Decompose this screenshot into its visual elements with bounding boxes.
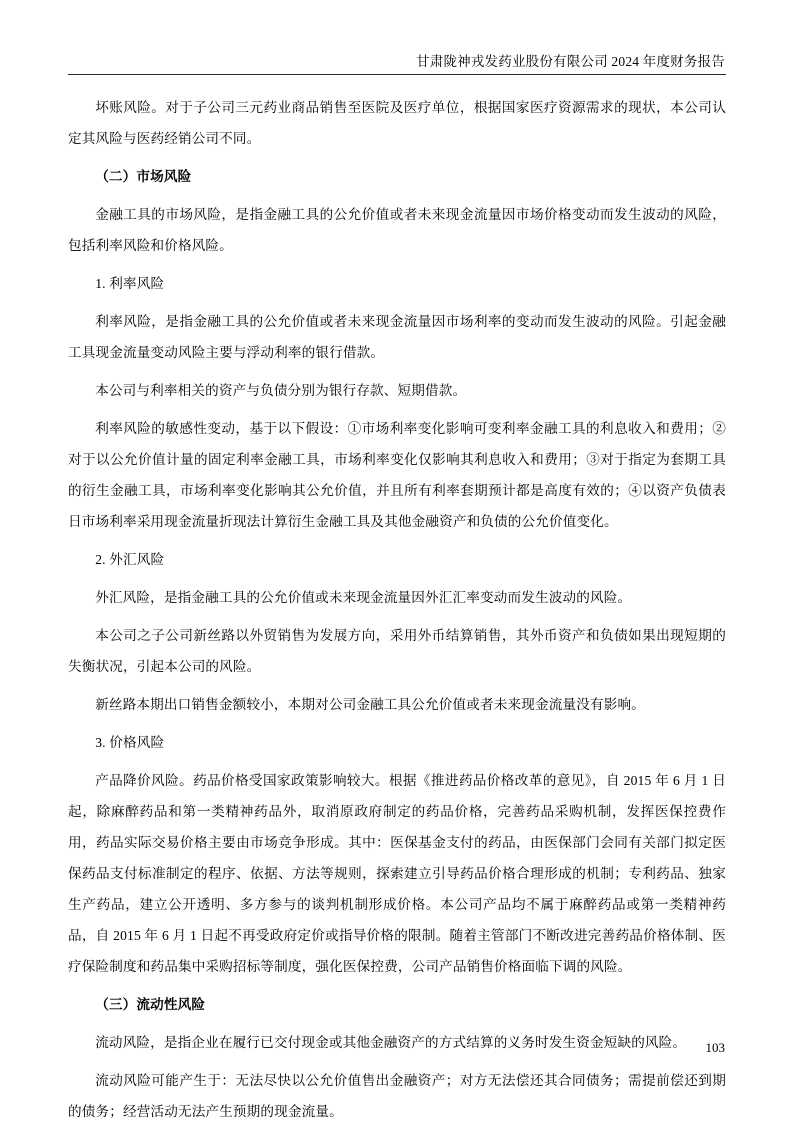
- spacer: [68, 192, 726, 199]
- spacer: [68, 299, 726, 306]
- spacer: [68, 368, 726, 375]
- subsection-heading: 1. 利率风险: [95, 276, 165, 291]
- subsection-heading: 2. 外汇风险: [95, 552, 165, 567]
- spacer: [68, 1020, 726, 1027]
- spacer: [68, 682, 726, 689]
- spacer: [68, 1058, 726, 1065]
- paragraph: 产品降价风险。药品价格受国家政策影响较大。根据《推进药品价格改革的意见》，自 2015 年 6 月 1 日起，除麻醉药品和第一类精神药品外，取消原政府制定的药品价格，完善药品采购机制，发挥医保控费作用，药品实际交易价格主要由市场竞争形成。其中：医保基金支付的药品，由医保部门会同有关部门拟定医保药品支付标准制定的程序、依据、方法等规则，探索建立引导药品价格合理形成的机制；专利药品、独家生产药品，建立公开透明、多方参与的谈判机制形成价格。本公司产品均不属于麻醉药品或第一类精神药品，自 2015 年 6 月 1 日起不再受政府定价或指导价格的限制。随着主管部门不断改进完善药品价格体制、医疗保险制度和药品集中采购招标等制度，强化医保控费，公司产品销售价格面临下调的风险。: [68, 773, 726, 974]
- section-heading: （二）市场风险: [95, 169, 192, 184]
- spacer: [68, 982, 726, 989]
- page-number: 103: [705, 1040, 725, 1055]
- paragraph: 外汇风险，是指金融工具的公允价值或未来现金流量因外汇汇率变动而发生波动的风险。: [95, 590, 632, 605]
- header-divider: [68, 74, 726, 75]
- spacer: [68, 537, 726, 544]
- paragraph: 流动风险，是指企业在履行已交付现金或其他金融资产的方式结算的义务时发生资金短缺的风险。: [95, 1035, 687, 1050]
- paragraph: 本公司之子公司新丝路以外贸销售为发展方向，采用外币结算销售，其外币资产和负债如果出现短期的失衡状况，引起本公司的风险。: [68, 628, 726, 674]
- spacer: [68, 261, 726, 268]
- spacer: [68, 613, 726, 620]
- paragraph: 本公司与利率相关的资产与负债分别为银行存款、短期借款。: [95, 383, 467, 398]
- header-title: 甘肃陇神戎发药业股份有限公司 2024 年度财务报告: [416, 54, 725, 69]
- document-body: [68, 92, 726, 1127]
- spacer: [68, 720, 726, 727]
- paragraph: 金融工具的市场风险，是指金融工具的公允价值或者未来现金流量因市场价格变动而发生波动的风险，包括利率风险和价格风险。: [68, 207, 726, 253]
- paragraph: 新丝路本期出口销售金额较小，本期对公司金融工具公允价值或者未来现金流量没有影响。: [95, 697, 645, 712]
- spacer: [68, 758, 726, 765]
- spacer: [68, 154, 726, 161]
- paragraph: 利率风险的敏感性变动，基于以下假设：①市场利率变化影响可变利率金融工具的利息收入和费用；②对于以公允价值计量的固定利率金融工具，市场利率变化仅影响其利息收入和费用；③对于指定为套期工具的衍生金融工具，市场利率变化影响其公允价值，并且所有利率套期预计都是高度有效的；④以资产负债表日市场利率采用现金流量折现法计算衍生金融工具及其他金融资产和负债的公允价值变化。: [68, 421, 726, 529]
- paragraph: 利率风险，是指金融工具的公允价值或者未来现金流量因市场利率的变动而发生波动的风险。引起金融工具现金流量变动风险主要与浮动利率的银行借款。: [68, 314, 726, 360]
- spacer: [68, 575, 726, 582]
- section-heading: （三）流动性风险: [95, 997, 206, 1012]
- subsection-heading: 3. 价格风险: [95, 735, 165, 750]
- paragraph: 坏账风险。对于子公司三元药业商品销售至医院及医疗单位，根据国家医疗资源需求的现状，本公司认定其风险与医药经销公司不同。: [68, 100, 726, 146]
- spacer: [68, 406, 726, 413]
- paragraph: 流动风险可能产生于：无法尽快以公允价值售出金融资产；对方无法偿还其合同债务；需提前偿还到期的债务；经营活动无法产生预期的现金流量。: [68, 1073, 726, 1119]
